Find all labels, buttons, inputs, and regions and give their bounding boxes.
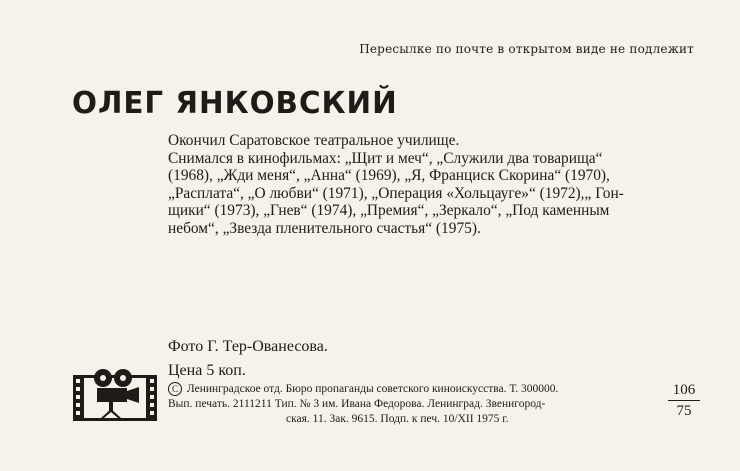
bio-line: Снимался в кинофильмах: „Щит и меч“, „Служили два товарища“ (168, 149, 603, 167)
bio-line: небом“, „Звезда пленительного счастья“ (1975). (168, 219, 481, 237)
publisher-line: ская. 11. Зак. 9615. Подп. к печ. 10/XII 1975 г. (286, 413, 509, 425)
bio-line: „Расплата“, „О любви“ (1971), „Операция «Хольцауге»“ (1972),„ Гон- (168, 184, 624, 202)
publisher-text: Ленинградское отд. Бюро пропаганды советского киноискусства. Т. 300000. (186, 383, 559, 395)
bio-line: щики“ (1973), „Гнев“ (1974), „Премия“, „Зеркало“, „Под каменным (168, 202, 610, 219)
publisher-info (168, 382, 668, 427)
film-camera-logo-icon (73, 365, 157, 421)
fraction-bar (668, 400, 700, 401)
catalog-denominator: 75 (676, 403, 692, 419)
photo-credit: Фото Г. Тер-Ованесова. (168, 338, 328, 355)
price: Цена 5 коп. (168, 362, 246, 379)
biography (168, 132, 698, 237)
catalog-number (668, 381, 700, 420)
copyright-icon: С (168, 382, 182, 396)
bio-line: (1968), „Жди меня“, „Анна“ (1969), „Я, Франциск Скорина“ (1970), (168, 167, 610, 184)
publisher-line (168, 382, 668, 397)
actor-name: ОЛЕГ ЯНКОВСКИЙ (72, 86, 398, 121)
postal-note: Пересылке по почте в открытом виде не подлежит (359, 42, 694, 56)
publisher-line: Вып. печать. 2111211 Тип. № 3 им. Ивана Федорова. Ленинград. Звенигород- (168, 398, 546, 410)
bio-line: Окончил Саратовское театральное училище. (168, 132, 460, 149)
catalog-numerator: 106 (672, 382, 696, 398)
